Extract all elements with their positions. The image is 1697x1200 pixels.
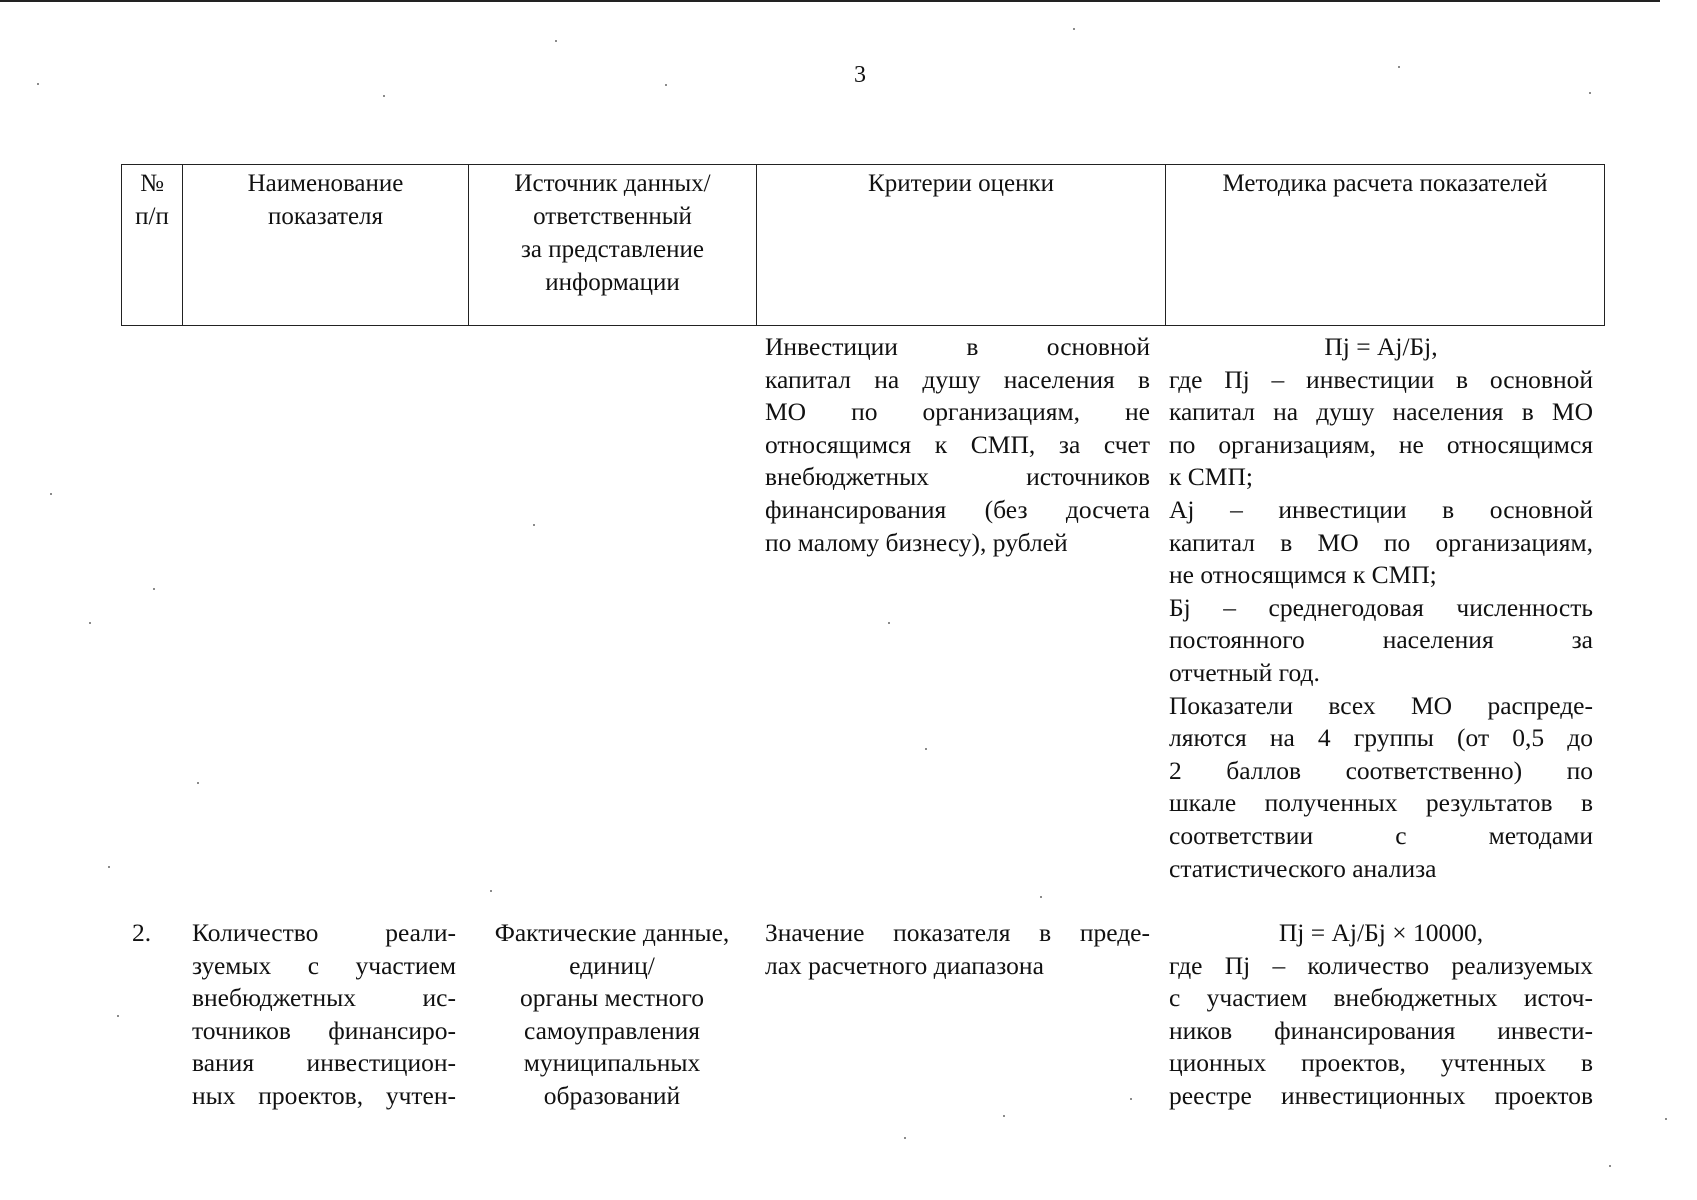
- header-source-line: ответственный: [533, 203, 692, 230]
- criteria-line: внебюджетных источников: [765, 462, 1150, 492]
- row-2-number: [132, 917, 172, 950]
- method-line: ционных проектов, учтенных в: [1169, 1048, 1593, 1078]
- criteria-line: относящимся к СМП, за счет: [765, 429, 1150, 459]
- criteria-line: капитал на душу населения в: [765, 364, 1150, 394]
- method-line: с участием внебюджетных источ-: [1169, 983, 1593, 1013]
- header-source-line: Источник данных/: [514, 170, 711, 197]
- row-cont-method: [1169, 331, 1593, 885]
- method-line: не относящимся к СМП;: [1169, 560, 1437, 590]
- scan-speck: [383, 95, 385, 97]
- criteria-line: лах расчетного диапазона: [765, 950, 1044, 980]
- row-cont-criteria: [765, 331, 1150, 559]
- scan-speck: [1003, 1115, 1005, 1117]
- scan-speck: [1040, 896, 1042, 898]
- scan-speck: [108, 866, 110, 868]
- method-line: 2 баллов соответственно) по: [1169, 755, 1593, 785]
- name-line: ных проектов, учтен-: [192, 1080, 456, 1110]
- method-line: Аj – инвестиции в основной: [1169, 494, 1593, 524]
- method-line: соответствии с методами: [1169, 820, 1593, 850]
- header-num-line: п/п: [135, 203, 169, 230]
- header-name-line: показателя: [267, 203, 384, 230]
- scan-speck: [1073, 28, 1075, 30]
- name-line: зуемых с участием: [192, 950, 456, 980]
- scan-speck: [888, 622, 890, 624]
- row-2-name: [192, 917, 456, 1113]
- table-header: [121, 164, 1605, 326]
- header-source-cell: [469, 165, 757, 325]
- header-name-cell: [183, 165, 469, 325]
- scan-speck: [533, 524, 535, 526]
- criteria-line: Значение показателя в преде-: [765, 918, 1150, 947]
- scan-speck: [1609, 1165, 1611, 1167]
- method-line: ляются на 4 группы (от 0,5 до: [1169, 723, 1593, 753]
- page-number: 3: [854, 62, 866, 88]
- method-line: постоянного населения за: [1169, 625, 1593, 655]
- header-num-cell: [122, 165, 183, 325]
- scan-speck: [197, 782, 199, 784]
- header-criteria-line: Критерии оценки: [868, 170, 1054, 197]
- row-2-criteria: [765, 917, 1150, 982]
- scan-top-border: [0, 0, 1660, 2]
- header-num-line: №: [140, 170, 164, 197]
- source-line: Фактические данные,: [494, 918, 730, 947]
- header-source-line: информации: [545, 269, 680, 296]
- scan-speck: [665, 84, 667, 86]
- name-line: Количество реали-: [192, 918, 456, 947]
- criteria-line: МО по организациям, не: [765, 397, 1150, 427]
- formula: Пj = Аj/Бj,: [1324, 332, 1438, 361]
- header-source-line: за представление: [521, 236, 704, 263]
- formula: Пj = Аj/Бj × 10000,: [1278, 918, 1484, 947]
- name-line: точников финансиро-: [192, 1015, 456, 1045]
- row-2-source: [478, 917, 746, 1113]
- scan-speck: [153, 588, 155, 590]
- header-criteria-cell: [757, 165, 1166, 325]
- source-line: единиц/: [569, 950, 655, 980]
- method-line: Бj – среднегодовая численность: [1169, 592, 1593, 622]
- scan-speck: [904, 1137, 906, 1139]
- method-line: где Пj – количество реализуемых: [1169, 950, 1593, 980]
- criteria-line: по малому бизнесу), рублей: [765, 527, 1068, 557]
- method-line: ников финансирования инвести-: [1169, 1015, 1593, 1045]
- scan-speck: [37, 83, 39, 85]
- method-line: статистического анализа: [1169, 853, 1437, 883]
- name-line: внебюджетных ис-: [192, 983, 456, 1013]
- header-name-line: Наименование: [247, 170, 404, 197]
- scan-speck: [490, 890, 492, 892]
- scan-speck: [1589, 92, 1591, 94]
- method-line: по организациям, не относящимся: [1169, 429, 1593, 459]
- name-line: вания инвестицион-: [192, 1048, 456, 1078]
- criteria-line: Инвестиции в основной: [765, 332, 1150, 361]
- method-line: реестре инвестиционных проектов: [1169, 1080, 1593, 1110]
- scan-speck: [1665, 1118, 1667, 1120]
- scan-speck: [50, 493, 52, 495]
- method-line: к СМП;: [1169, 462, 1253, 492]
- method-line: капитал в МО по организациям,: [1169, 527, 1593, 557]
- method-line: отчетный год.: [1169, 657, 1320, 687]
- scan-speck: [1130, 1098, 1132, 1100]
- method-line: капитал на душу населения в МО: [1169, 397, 1593, 427]
- header-method-cell: [1166, 165, 1604, 325]
- source-line: муниципальных: [523, 1048, 701, 1078]
- row-number: 2.: [132, 918, 152, 947]
- row-2-method: [1169, 917, 1593, 1113]
- scan-speck: [117, 1015, 119, 1017]
- scan-speck: [89, 622, 91, 624]
- source-line: самоуправления: [523, 1015, 701, 1045]
- criteria-line: финансирования (без досчета: [765, 494, 1150, 524]
- scan-speck: [1398, 66, 1400, 68]
- method-line: где Пj – инвестиции в основной: [1169, 364, 1593, 394]
- source-line: органы местного: [520, 983, 704, 1013]
- method-line: шкале полученных результатов в: [1169, 788, 1593, 818]
- scan-speck: [555, 40, 557, 42]
- method-line: Показатели всех МО распреде-: [1169, 690, 1593, 720]
- source-line: образований: [543, 1080, 681, 1110]
- scan-speck: [925, 748, 927, 750]
- header-method-line: Методика расчета показателей: [1222, 170, 1548, 197]
